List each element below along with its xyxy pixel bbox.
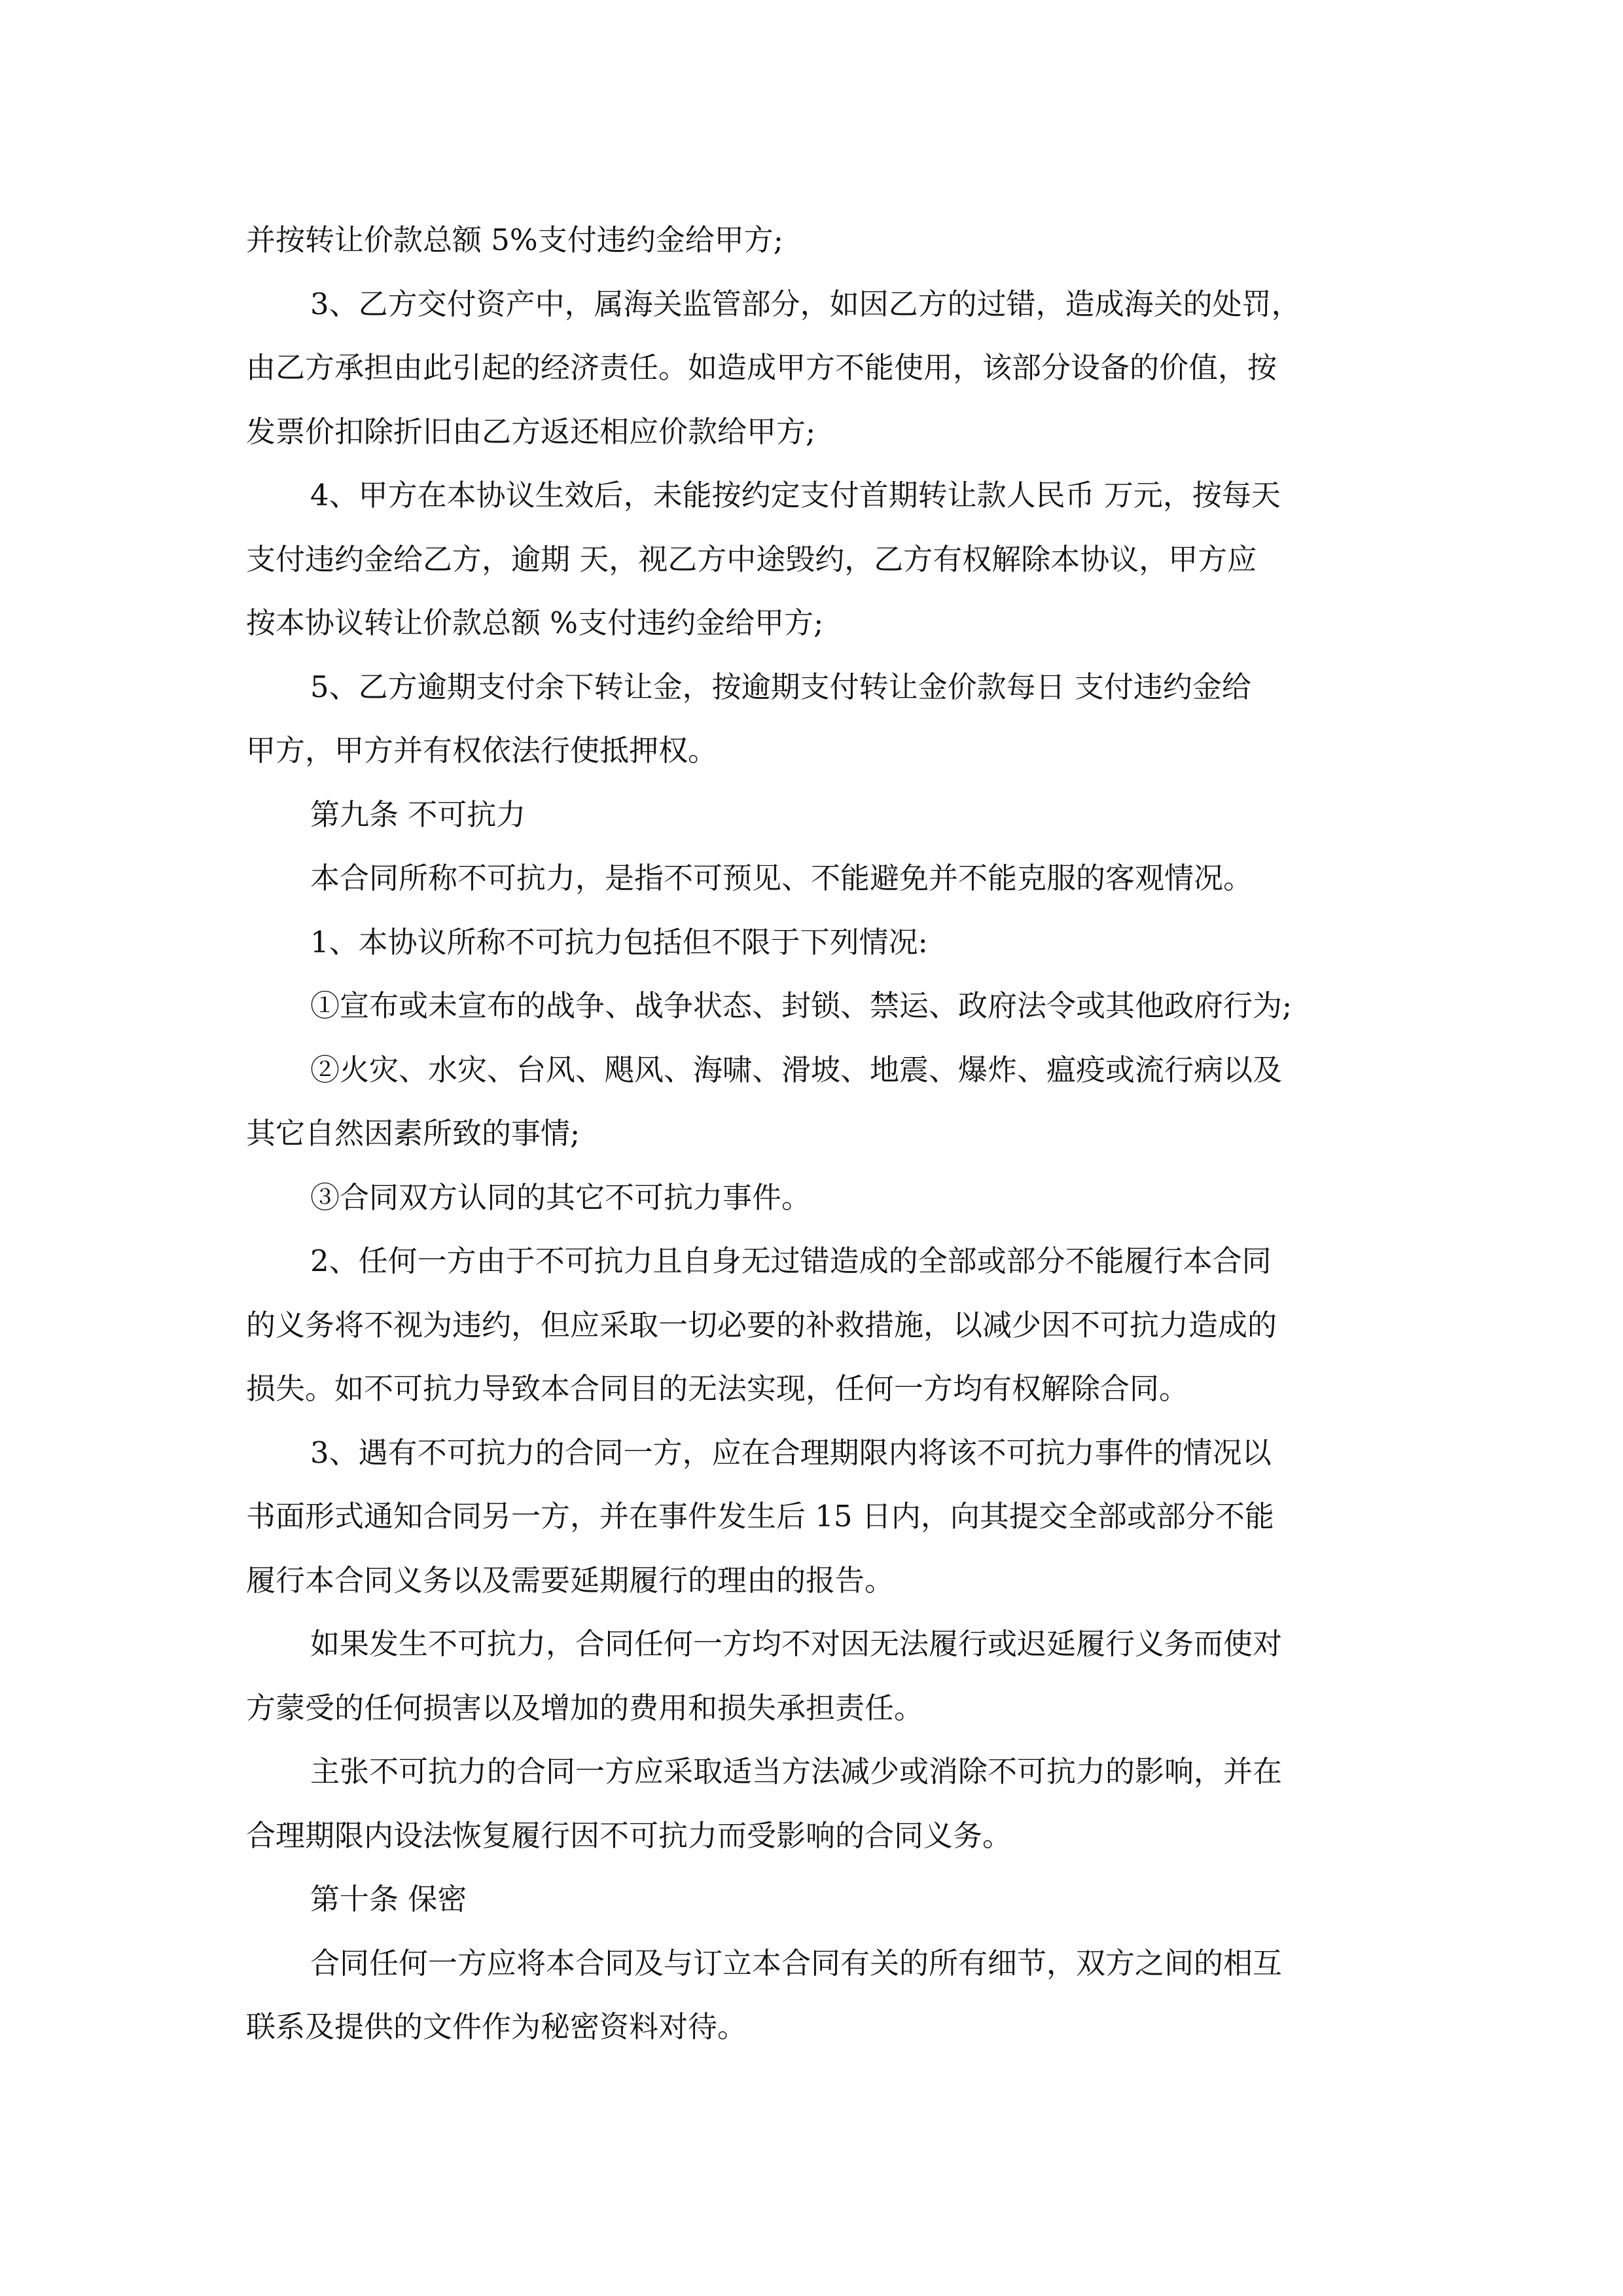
text-line: 2、任何一方由于不可抗力且自身无过错造成的全部或部分不能履行本合同 [310,1244,1272,1278]
text-line: 3、乙方交付资产中，属海关监管部分，如因乙方的过错，造成海关的处罚， [310,286,1301,321]
text-line: 并按转让价款总额 5%支付违约金给甲方; [246,223,783,257]
text-line: 损失。如不可抗力导致本合同目的无法实现，任何一方均有权解除合同。 [246,1371,1189,1406]
text-line: ①宣布或未宣布的战争、战争状态、封锁、禁运、政府法令或其他政府行为; [310,988,1293,1023]
text-line: 第九条 不可抗力 [310,797,526,832]
text-line: 由乙方承担由此引起的经济责任。如造成甲方不能使用，该部分设备的价值，按 [246,350,1277,385]
text-line: 如果发生不可抗力，合同任何一方均不对因无法履行或迟延履行义务而使对 [310,1626,1283,1661]
text-line: 4、甲方在本协议生效后，未能按约定支付首期转让款人民币 万元，按每天 [310,478,1281,512]
text-line: ②火灾、水灾、台风、飓风、海啸、滑坡、地震、爆炸、瘟疫或流行病以及 [310,1052,1283,1087]
text-line: 主张不可抗力的合同一方应采取适当方法减少或消除不可抗力的影响，并在 [310,1754,1283,1789]
text-line: 1、本协议所称不可抗力包括但不限于下列情况: [310,924,928,960]
text-line: 发票价扣除折旧由乙方返还相应价款给甲方; [246,414,816,449]
text-line: 按本协议转让价款总额 %支付违约金给甲方; [246,605,824,640]
text-line: 其它自然因素所致的事情; [246,1116,580,1151]
text-line: 甲方，甲方并有权依法行使抵押权。 [246,733,718,768]
text-line: 支付违约金给乙方，逾期 天，视乙方中途毁约，乙方有权解除本协议，甲方应 [246,541,1257,577]
text-line: 5、乙方逾期支付余下转让金，按逾期支付转让金价款每日 支付违约金给 [310,669,1251,704]
text-line: 本合同所称不可抗力，是指不可预见、不能避免并不能克服的客观情况。 [310,861,1253,895]
text-line: 合同任何一方应将本合同及与订立本合同有关的所有细节，双方之间的相互 [310,1945,1283,1981]
document-body [246,208,1385,2059]
text-line: 第十条 保密 [310,1882,467,1916]
text-line: 合理期限内设法恢复履行因不可抗力而受影响的合同义务。 [246,1818,1012,1853]
text-line: 方蒙受的任何损害以及增加的费用和损失承担责任。 [246,1690,924,1725]
text-line: 的义务将不视为违约，但应采取一切必要的补救措施，以减少因不可抗力造成的 [246,1307,1277,1342]
document-page [246,208,1385,2059]
text-line: 3、遇有不可抗力的合同一方，应在合理期限内将该不可抗力事件的情况以 [310,1435,1272,1470]
text-line: ③合同双方认同的其它不可抗力事件。 [310,1179,812,1215]
text-line: 联系及提供的文件作为秘密资料对待。 [246,2009,747,2044]
text-line: 书面形式通知合同另一方，并在事件发生后 15 日内，向其提交全部或部分不能 [246,1499,1274,1534]
text-line: 履行本合同义务以及需要延期履行的理由的报告。 [246,1562,895,1598]
